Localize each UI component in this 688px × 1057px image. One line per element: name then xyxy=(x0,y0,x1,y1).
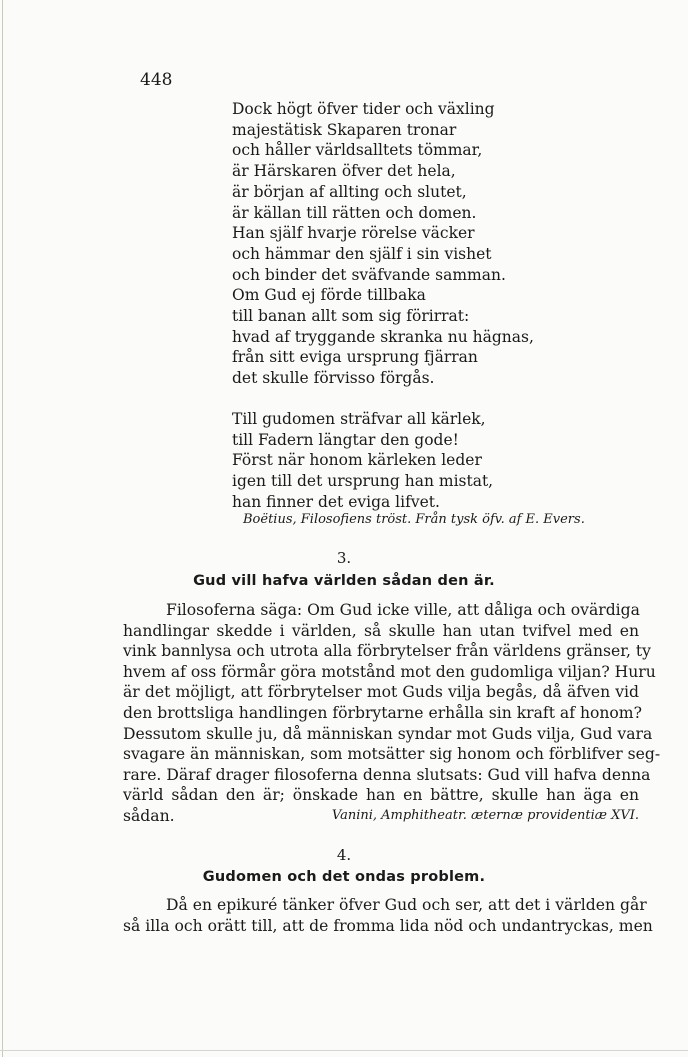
poem-line: igen till det ursprung han mistat, xyxy=(232,471,494,490)
poem-line: han finner det eviga lifvet. xyxy=(232,492,440,511)
section-heading-3: Gud vill hafva världen sådan den är. xyxy=(193,573,495,589)
prose-line: svagare än människan, som motsätter sig honom och förblifver seg- xyxy=(123,745,661,764)
poem-line: till Fadern längtar den gode! xyxy=(232,430,459,449)
prose-line: vink bannlysa och utrota alla förbrytelser från världens gränser, ty xyxy=(123,642,651,661)
page-edge-line xyxy=(2,0,3,1057)
prose-line: är det möjligt, att förbrytelser mot Guds vilja begås, då äfven vid xyxy=(123,683,639,702)
page-bottom-line xyxy=(0,1050,688,1051)
poem-line: Först när honom kärleken leder xyxy=(232,451,482,470)
poem-stanza-2 xyxy=(232,409,534,513)
stanza-gap xyxy=(232,389,534,409)
prose-line: värld sådan den är; önskade han en bättre, skulle han äga en xyxy=(123,786,639,805)
poem-line: från sitt eviga ursprung fjärran xyxy=(232,348,478,367)
poem xyxy=(232,99,534,512)
poem-line: är källan till rätten och domen. xyxy=(232,203,477,222)
poem-stanza-1 xyxy=(232,99,534,389)
prose-line: Filosoferna säga: Om Gud icke ville, att dåliga och ovärdiga xyxy=(166,601,640,619)
prose-line: Då en epikuré tänker öfver Gud och ser, att det i världen går xyxy=(166,896,647,914)
poem-line: är början af allting och slutet, xyxy=(232,182,467,201)
section-3-body xyxy=(123,600,661,827)
poem-line: hvad af tryggande skranka nu hägnas, xyxy=(232,327,534,346)
poem-line: och hämmar den själf i sin vishet xyxy=(232,244,492,263)
poem-line: till banan allt som sig förirrat: xyxy=(232,307,470,326)
poem-attribution: Boëtius, Filosofiens tröst. Från tysk öfv. af E. Evers. xyxy=(243,512,585,527)
section-number-4: 4. xyxy=(336,846,352,864)
prose-line: rare. Däraf drager filosoferna denna slutsats: Gud vill hafva denna xyxy=(123,765,651,784)
poem-line: och binder det sväfvande samman. xyxy=(232,265,506,284)
section-heading-4: Gudomen och det ondas problem. xyxy=(202,869,486,885)
poem-line: Till gudomen sträfvar all kärlek, xyxy=(232,409,486,428)
poem-line: och håller världsalltets tömmar, xyxy=(232,141,483,160)
poem-line: det skulle förvisso förgås. xyxy=(232,369,435,388)
prose-last-line xyxy=(123,806,639,827)
poem-line: majestätisk Skaparen tronar xyxy=(232,120,457,139)
poem-line: är Härskaren öfver det hela, xyxy=(232,162,456,181)
prose-line: så illa och orätt till, att de fromma lida nöd och undantryckas, men xyxy=(123,916,653,935)
prose-line: handlingar skedde i världen, så skulle han utan tvifvel med en xyxy=(123,621,639,640)
section-3-attribution: Vanini, Amphitheatr. æternæ providentiæ XVI. xyxy=(331,807,639,823)
prose-line: hvem af oss förmår göra motstånd mot den gudomliga viljan? Huru xyxy=(123,662,656,681)
poem-line: Om Gud ej förde tillbaka xyxy=(232,286,426,305)
section-number-3: 3. xyxy=(336,549,352,567)
page-number: 448 xyxy=(140,70,173,90)
prose-line: sådan. xyxy=(123,806,175,825)
prose-line: Dessutom skulle ju, då människan syndar mot Guds vilja, Gud vara xyxy=(123,724,653,743)
prose-line: den brottsliga handlingen förbrytarne erhålla sin kraft af honom? xyxy=(123,703,642,722)
poem-line: Dock högt öfver tider och växling xyxy=(232,100,495,118)
poem-line: Han själf hvarje rörelse väcker xyxy=(232,224,475,243)
section-4-body xyxy=(123,895,653,936)
